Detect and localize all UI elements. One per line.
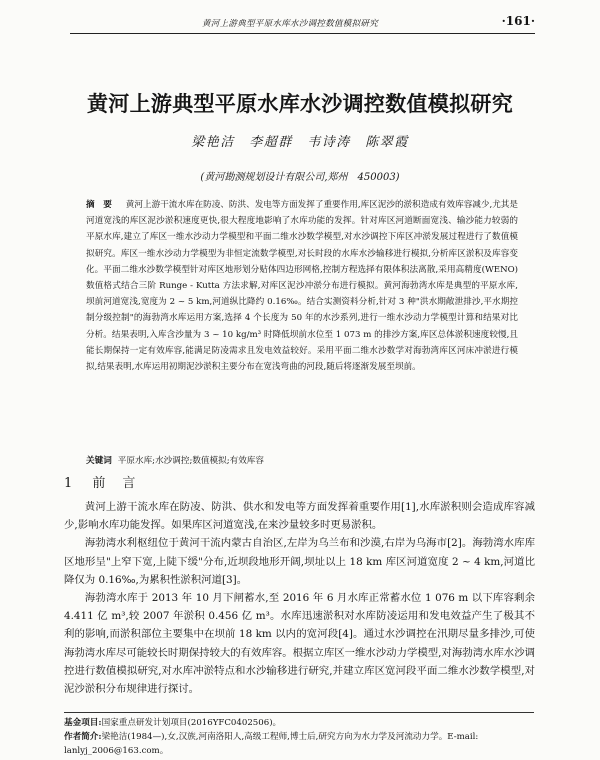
keywords bbox=[86, 454, 518, 466]
fund-note bbox=[64, 716, 534, 730]
section-title: 前 言 bbox=[92, 476, 138, 491]
author-label: 作者简介: bbox=[64, 732, 102, 742]
running-head-title: 黄河上游典型平原水库水沙调控数值模拟研究 bbox=[202, 19, 379, 29]
affiliation: (黄河勘测规划设计有限公司,郑州 450003) bbox=[200, 172, 400, 183]
paragraph: 海勃湾水库于 2013 年 10 月下闸蓄水,至 2016 年 6 月水库正常蓄水位 1 076 m 以下库容剩余 4.411 亿 m³,较 2007 年淤积 0.456 亿 m³。水库迅速淤积对水库防凌运用和发电效益产生了极其不利的影响,而淤积部位主要集中在坝前 18 km 以内的宽河段[4]。通过水沙调控在汛期尽量多排沙,可使海勃湾水库尽可能较长时期保持较大的有效库容。根据立库区一维水沙动力学模型,对海勃湾水库水沙调控进行数值模拟研究,对水库冲淤特点和水沙输移进行研究,并建立库区宽河段平面二维水沙数学模型,对泥沙淤积分布规律进行探讨。 bbox=[64, 592, 535, 696]
author-text: 梁艳洁(1984—),女,汉族,河南洛阳人,高级工程师,博士后,研究方向为水力学及河流动力学。E-mail: lanlyj_2006@163.com。 bbox=[64, 732, 479, 756]
footnote-divider bbox=[64, 712, 534, 713]
authors: 梁艳洁 李超群 韦诗涛 陈翠霞 bbox=[191, 135, 409, 150]
paragraph: 黄河上游干流水库在防凌、防洪、供水和发电等方面发挥着重要作用[1],水库淤积则会造成库容减少,影响水库功能发挥。如果库区河道宽浅,在来沙量较多时更易淤积。 bbox=[64, 501, 535, 532]
abstract bbox=[86, 197, 518, 375]
running-head bbox=[70, 8, 535, 34]
keywords-label: 关键词 bbox=[86, 456, 112, 466]
keywords-text: 平原水库;水沙调控;数值模拟;有效库容 bbox=[117, 456, 264, 466]
page-number: ·161· bbox=[501, 14, 535, 28]
footnotes bbox=[64, 716, 534, 758]
author-note bbox=[64, 730, 534, 758]
fund-label: 基金项目: bbox=[64, 718, 102, 728]
abstract-text: 黄河上游干流水库在防凌、防洪、发电等方面发挥了重要作用,库区泥沙的淤积造成有效库容减少,尤其是河道宽浅的库区泥沙淤积速度更快,很大程度地影响了水库功能的发挥。针对库区河道断面宽浅、输沙能力较弱的平原水库,建立了库区一维水沙动力学模型和平面二维水沙数学模型,对水沙调控下库区冲淤发展过程进行了数值模拟研究。库区一维水沙动力学模型为非恒定流数学模型,对长时段的水库水沙输移进行模拟,分析库区淤积及库容变化。平面二维水沙数学模型针对库区地形划分贴体四边形网格,控制方程选择有限体积法离散,采用高精度(WENO)数值格式结合三阶 Runge - Kutta 方法求解,对库区泥沙冲淤分布进行模拟。黄河海勃湾水库是典型的平原水库,坝前河道宽浅,宽度为 2 ~ 5 km,河道纵比降约 0.16‰。结合实测资料分析,针对 3 种"洪水期敞泄排沙,平水期控制分级控制"的海勃湾水库运用方案,选择 4 个长度为 50 年的水沙系列,进行一维水沙动力学模型计算和结果对比分析。结果表明,入库含沙量为 3 ~ 10 kg/m³ 时降低坝前水位至 1 073 m 的排沙方案,库区总体淤积速度较慢,且能长期保持一定有效库容,能满足防凌需求且发电效益较好。采用平面二维水沙数学对海勃湾库区河床冲淤进行模拟,结果表明,水库运用初期泥沙淤积主要分布在宽浅弯曲的河段,随后将逐渐发展至坝前。 bbox=[86, 200, 518, 373]
fund-text: 国家重点研发计划项目(2016YFC0402506)。 bbox=[101, 718, 282, 728]
section-number: 1 bbox=[64, 476, 75, 491]
section-heading bbox=[64, 472, 137, 491]
paper-title: 黄河上游典型平原水库水沙调控数值模拟研究 bbox=[87, 92, 513, 116]
body-text bbox=[64, 498, 535, 698]
abstract-label: 摘 要 bbox=[86, 200, 112, 210]
paragraph: 海勃湾水利枢纽位于黄河干流内蒙古自治区,左岸为乌兰布和沙漠,右岸为乌海市[2]。海勃湾水库库区地形呈"上窄下宽,上陡下缓"分布,近坝段地形开阔,坝址以上 18 km 库区河道宽度 2 ~ 4 km,河道比降仅为 0.16‰,为累积性淤积河道[3]。 bbox=[64, 537, 535, 586]
